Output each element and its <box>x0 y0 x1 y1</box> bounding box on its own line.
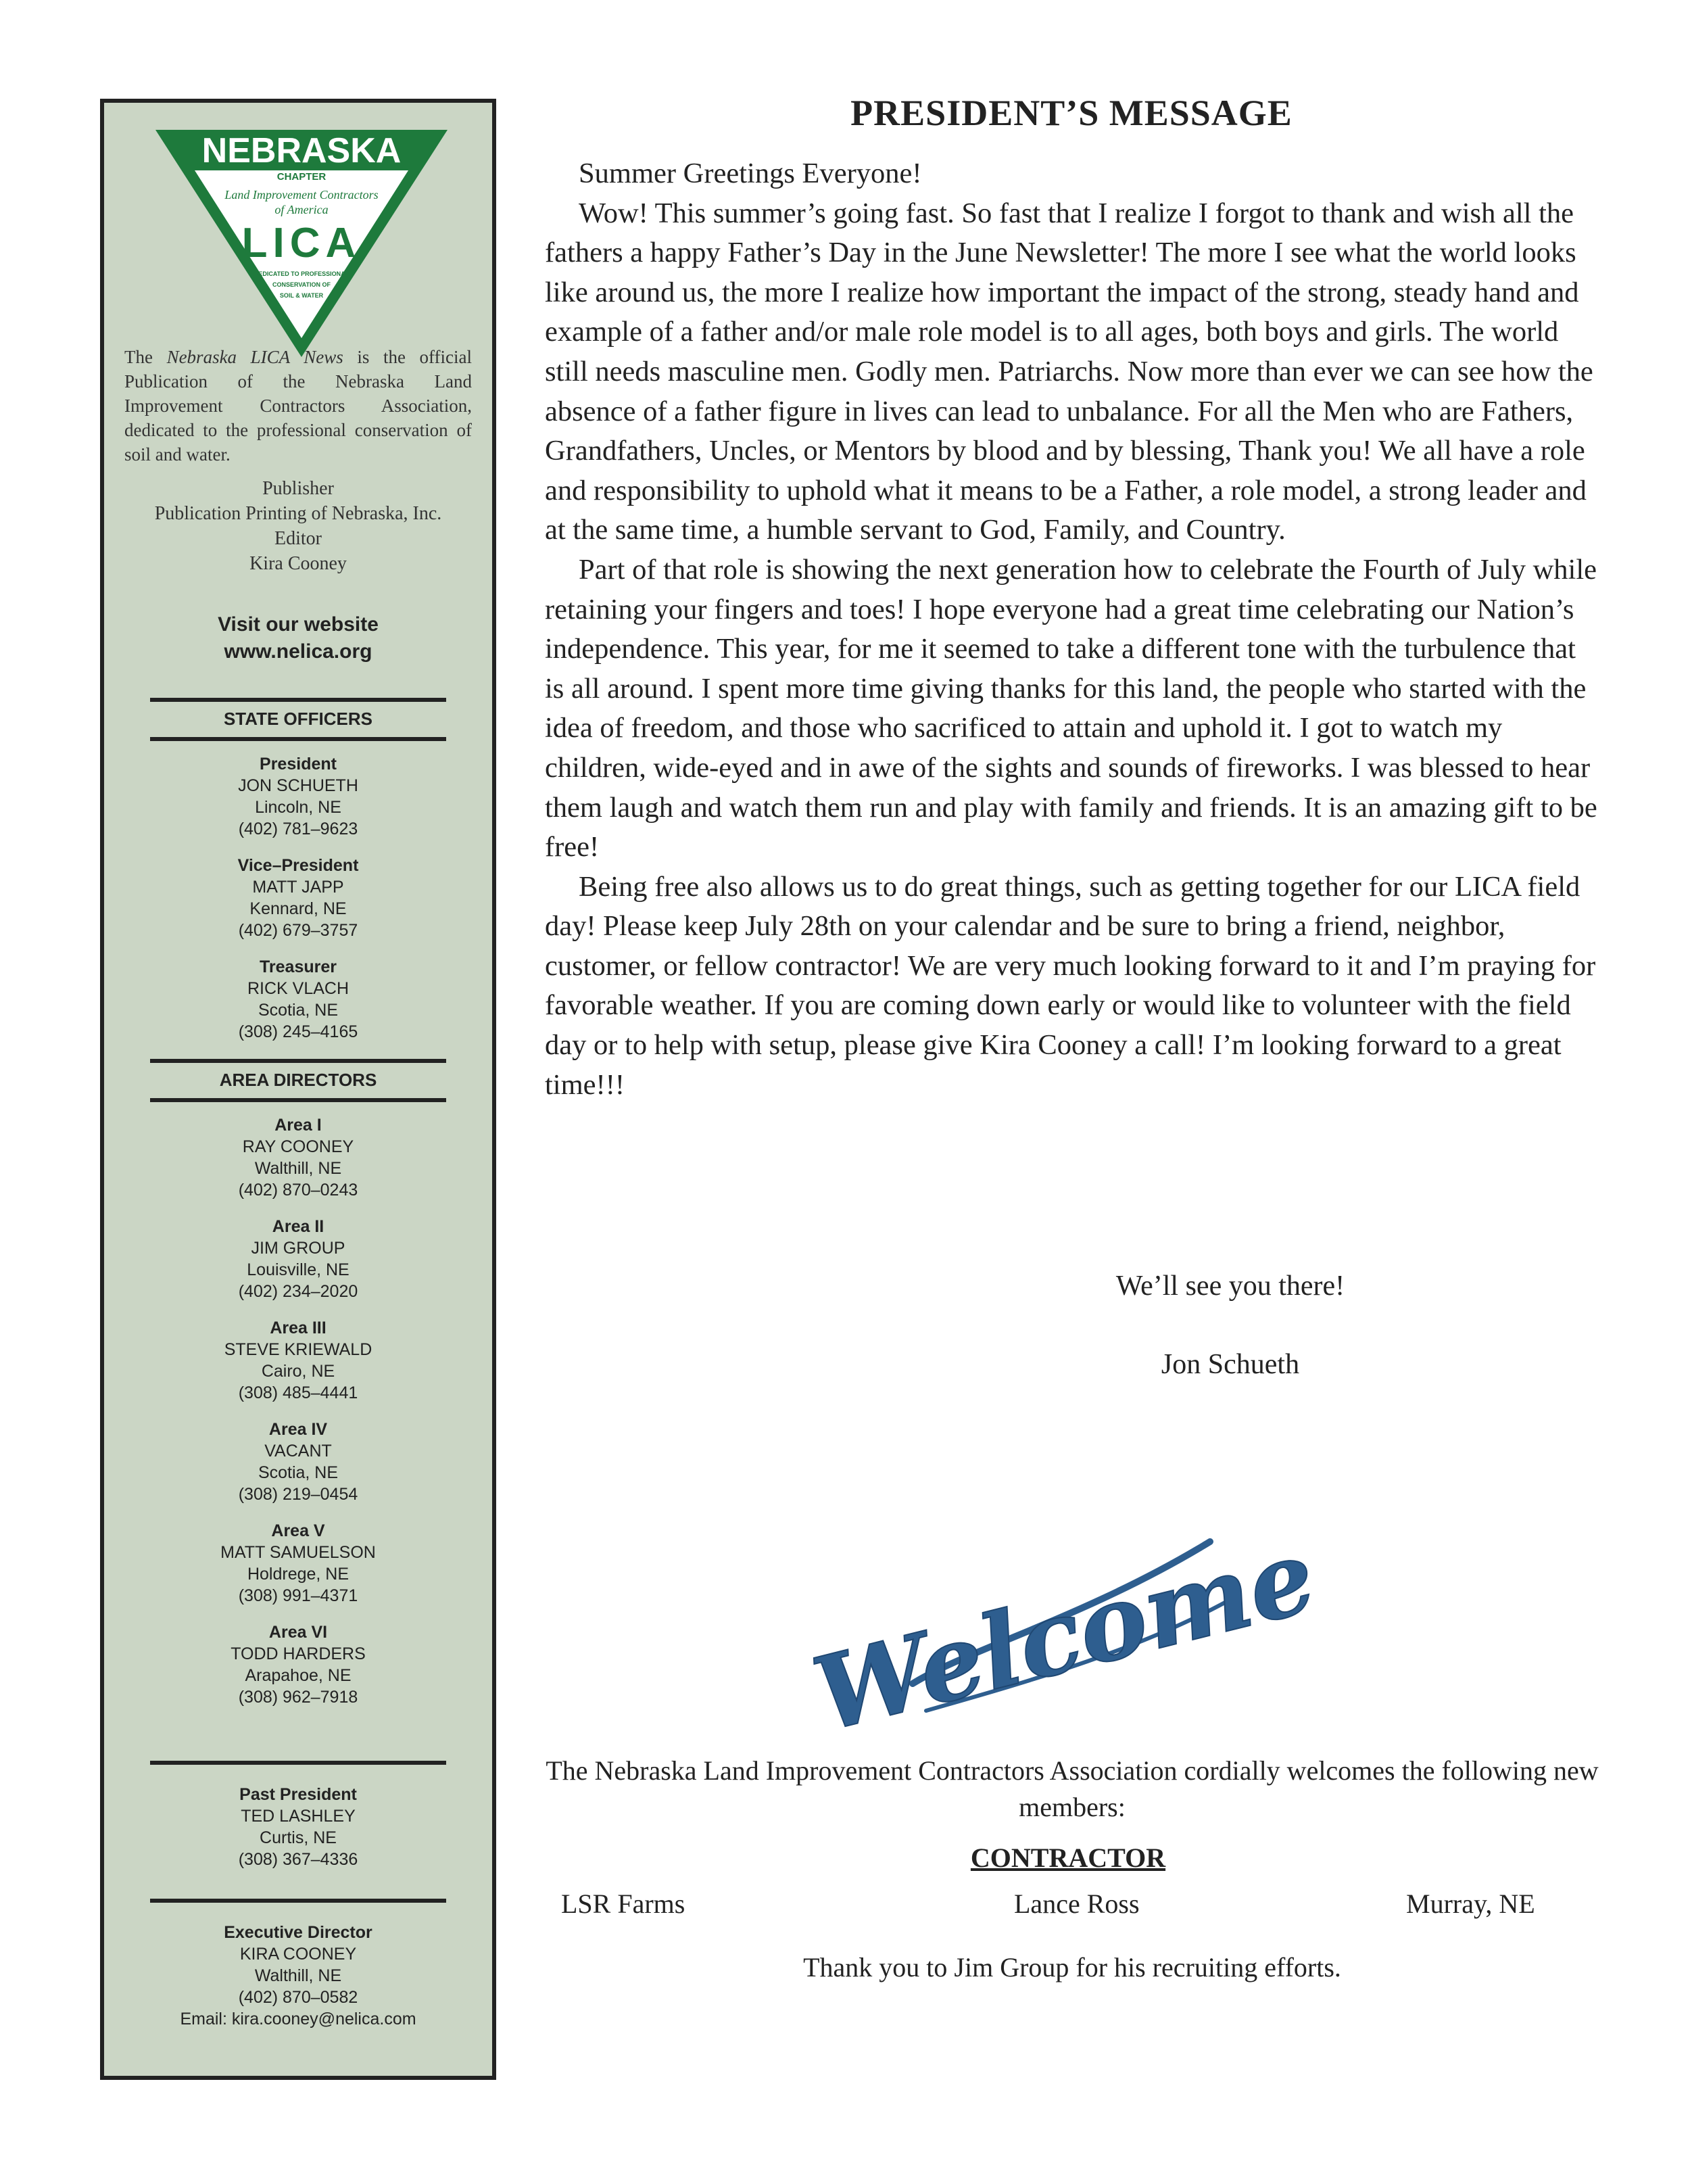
intro-text-pre: The <box>124 347 167 367</box>
letter-paragraph: Being free also allows us to do great things, such as getting together for our LICA field day! Please keep July 28th on your calendar and be sure to bring a friend, neighbor, customer, or fellow contractor! We are very much looking forward to it and I’m praying for favorable weather. If you are coming down early or would like to volunteer with the field day or to help with setup, please give Kira Cooney a call! I’m looking forward to a great time!!! <box>545 870 1596 1101</box>
lica-logo <box>153 123 450 360</box>
director-name: MATT SAMUELSON <box>220 1543 376 1562</box>
member-location: Murray, NE <box>1406 1889 1535 1919</box>
officer-treasurer <box>118 956 479 1043</box>
logo-org-line2: of America <box>274 203 329 216</box>
member-category-heading: CONTRACTOR <box>970 1843 1166 1873</box>
publisher-name: Publication Printing of Nebraska, Inc. <box>154 503 442 524</box>
director-phone: (308) 991–4371 <box>238 1586 358 1605</box>
officer-city: Lincoln, NE <box>255 798 341 817</box>
past-president-city: Curtis, NE <box>260 1828 337 1847</box>
divider <box>150 1098 446 1102</box>
director-city: Scotia, NE <box>258 1463 339 1482</box>
officer-president <box>118 753 479 840</box>
area-label: Area II <box>272 1217 324 1236</box>
director-name: RAY COONEY <box>242 1137 354 1156</box>
publisher-label: Publisher <box>262 478 334 499</box>
website-block <box>118 611 479 665</box>
editor-label: Editor <box>274 528 322 549</box>
divider <box>150 1899 446 1903</box>
area-label: Area VI <box>268 1623 328 1642</box>
area-label: Area V <box>271 1521 325 1540</box>
executive-director-label: Executive Director <box>224 1923 372 1942</box>
state-officers-heading: STATE OFFICERS <box>223 709 373 729</box>
area-director-6 <box>118 1621 479 1708</box>
welcome-script-text: Welcome <box>802 1516 1326 1755</box>
executive-director-phone: (402) 870–0582 <box>238 1988 358 2007</box>
past-president-label: Past President <box>239 1785 357 1804</box>
recruiting-thanks: Thank you to Jim Group for his recruiting efforts. <box>803 1952 1341 1983</box>
logo-nebraska-text: NEBRASKA <box>201 131 402 170</box>
letter-signature: Jon Schueth <box>1161 1349 1300 1380</box>
letter-paragraph: Summer Greetings Everyone! <box>579 158 922 189</box>
officer-role: President <box>260 755 337 774</box>
publication-intro <box>124 345 472 467</box>
area-directors-heading: AREA DIRECTORS <box>219 1070 377 1090</box>
officer-phone: (402) 781–9623 <box>238 820 358 838</box>
officer-phone: (308) 245–4165 <box>238 1022 358 1041</box>
director-city: Holdrege, NE <box>247 1565 349 1584</box>
logo-chapter-text: CHAPTER <box>276 171 327 183</box>
executive-director-name: KIRA COONEY <box>239 1945 357 1964</box>
logo-org-line1: Land Improvement Contractors <box>224 188 379 201</box>
area-label: Area III <box>270 1319 327 1337</box>
officer-role: Treasurer <box>260 957 337 976</box>
director-name: TODD HARDERS <box>231 1644 366 1663</box>
director-name: JIM GROUP <box>251 1239 345 1258</box>
member-contact: Lance Ross <box>1014 1889 1140 1919</box>
area-director-2 <box>118 1216 479 1302</box>
website-link[interactable]: www.nelica.org <box>224 640 372 663</box>
logo-tagline-2: CONSERVATION OF <box>272 281 331 288</box>
letter-closing: We’ll see you there! <box>1115 1271 1345 1302</box>
editor-name: Kira Cooney <box>249 553 347 574</box>
divider <box>150 1761 446 1765</box>
area-director-4 <box>118 1419 479 1505</box>
executive-director-city: Walthill, NE <box>254 1966 342 1985</box>
website-label: Visit our website <box>218 613 379 636</box>
area-label: Area I <box>274 1116 322 1135</box>
director-phone: (308) 962–7918 <box>238 1688 358 1707</box>
area-director-3 <box>118 1317 479 1404</box>
divider <box>150 737 446 741</box>
officer-city: Kennard, NE <box>249 899 347 918</box>
director-phone: (402) 870–0243 <box>238 1181 358 1200</box>
divider <box>150 1059 446 1063</box>
director-city: Arapahoe, NE <box>245 1666 352 1685</box>
past-president-name: TED LASHLEY <box>241 1807 356 1826</box>
past-president-phone: (308) 367–4336 <box>238 1850 358 1869</box>
logo-tagline-3: SOIL & WATER <box>279 292 324 299</box>
letter-paragraph: Wow! This summer’s going fast. So fast that I realize I forgot to thank and wish all the fathers a happy Father’s Day in the June Newsletter! The more I see what the world looks like around us, the more I realize how important the impact of the strong, steady hand and example of a father and/or male role model is to all ages, both boys and girls. The world still needs masculine men. Godly men. Patriarchs. Now more than ever we can see how the absence of a father figure in lives can lead to unbalance. For all the Men who are Fathers, Grandfathers, Uncles, or Mentors by blood and by blessing, Thank you! We all have a role and responsibility to uphold what it means to be a Father, a role model, a strong leader and at the same time, a humble servant to God, Family, and Country. <box>545 197 1593 546</box>
officer-role: Vice–President <box>237 856 359 875</box>
area-director-1 <box>118 1114 479 1201</box>
past-president <box>118 1784 479 1870</box>
area-director-5 <box>118 1520 479 1607</box>
officer-name: JON SCHUETH <box>238 776 358 795</box>
director-phone: (308) 485–4441 <box>238 1383 358 1402</box>
officer-name: MATT JAPP <box>252 878 344 897</box>
director-city: Louisville, NE <box>247 1260 349 1279</box>
publication-credits <box>118 476 479 576</box>
officer-name: RICK VLACH <box>247 979 349 998</box>
logo-lica-text: LICA <box>241 220 362 266</box>
new-members-intro: The Nebraska Land Improvement Contractors Association cordially welcomes the following new members: <box>546 1755 1599 1822</box>
director-name: VACANT <box>264 1442 332 1461</box>
letter-paragraph: Part of that role is showing the next generation how to celebrate the Fourth of July while retaining your fingers and toes! I hope everyone had a great time celebrating our Nation’s independence. This year, for me it seemed to take a different tone with the turbulence that is all around. I spent more time giving thanks for this land, the people who started with the idea of freedom, and those who sacrificed to attain and uphold it. I got to watch my children, wide-eyed and in awe of the sights and sounds of fireworks. I was blessed to hear them laugh and watch them run and play with family and friends. It is an amazing gift to be free! <box>545 553 1597 863</box>
area-label: Area IV <box>268 1420 328 1439</box>
director-phone: (308) 219–0454 <box>238 1485 358 1504</box>
executive-director <box>118 1922 479 2030</box>
sidebar <box>100 99 496 2080</box>
officer-vice-president <box>118 855 479 941</box>
director-name: STEVE KRIEWALD <box>224 1340 372 1359</box>
publication-name: Nebraska LICA News <box>166 347 343 367</box>
logo-tagline-1: DEDICATED TO PROFESSIONAL <box>254 270 349 277</box>
page-title: PRESIDENT’S MESSAGE <box>850 93 1293 133</box>
director-city: Walthill, NE <box>254 1159 342 1178</box>
welcome-script-art <box>802 1515 1326 1755</box>
executive-director-email[interactable]: Email: kira.cooney@nelica.com <box>180 2010 416 2028</box>
presidents-letter <box>545 154 1599 1105</box>
intro-text-post: is the official Publication of the Nebraska Land Improvement Contractors Association, dedicated to the professional conservation of soil and water. <box>124 347 472 465</box>
director-phone: (402) 234–2020 <box>238 1282 358 1301</box>
officer-city: Scotia, NE <box>258 1001 339 1020</box>
divider <box>150 698 446 702</box>
officer-phone: (402) 679–3757 <box>238 921 358 940</box>
member-company: LSR Farms <box>561 1889 685 1919</box>
director-city: Cairo, NE <box>261 1362 335 1381</box>
